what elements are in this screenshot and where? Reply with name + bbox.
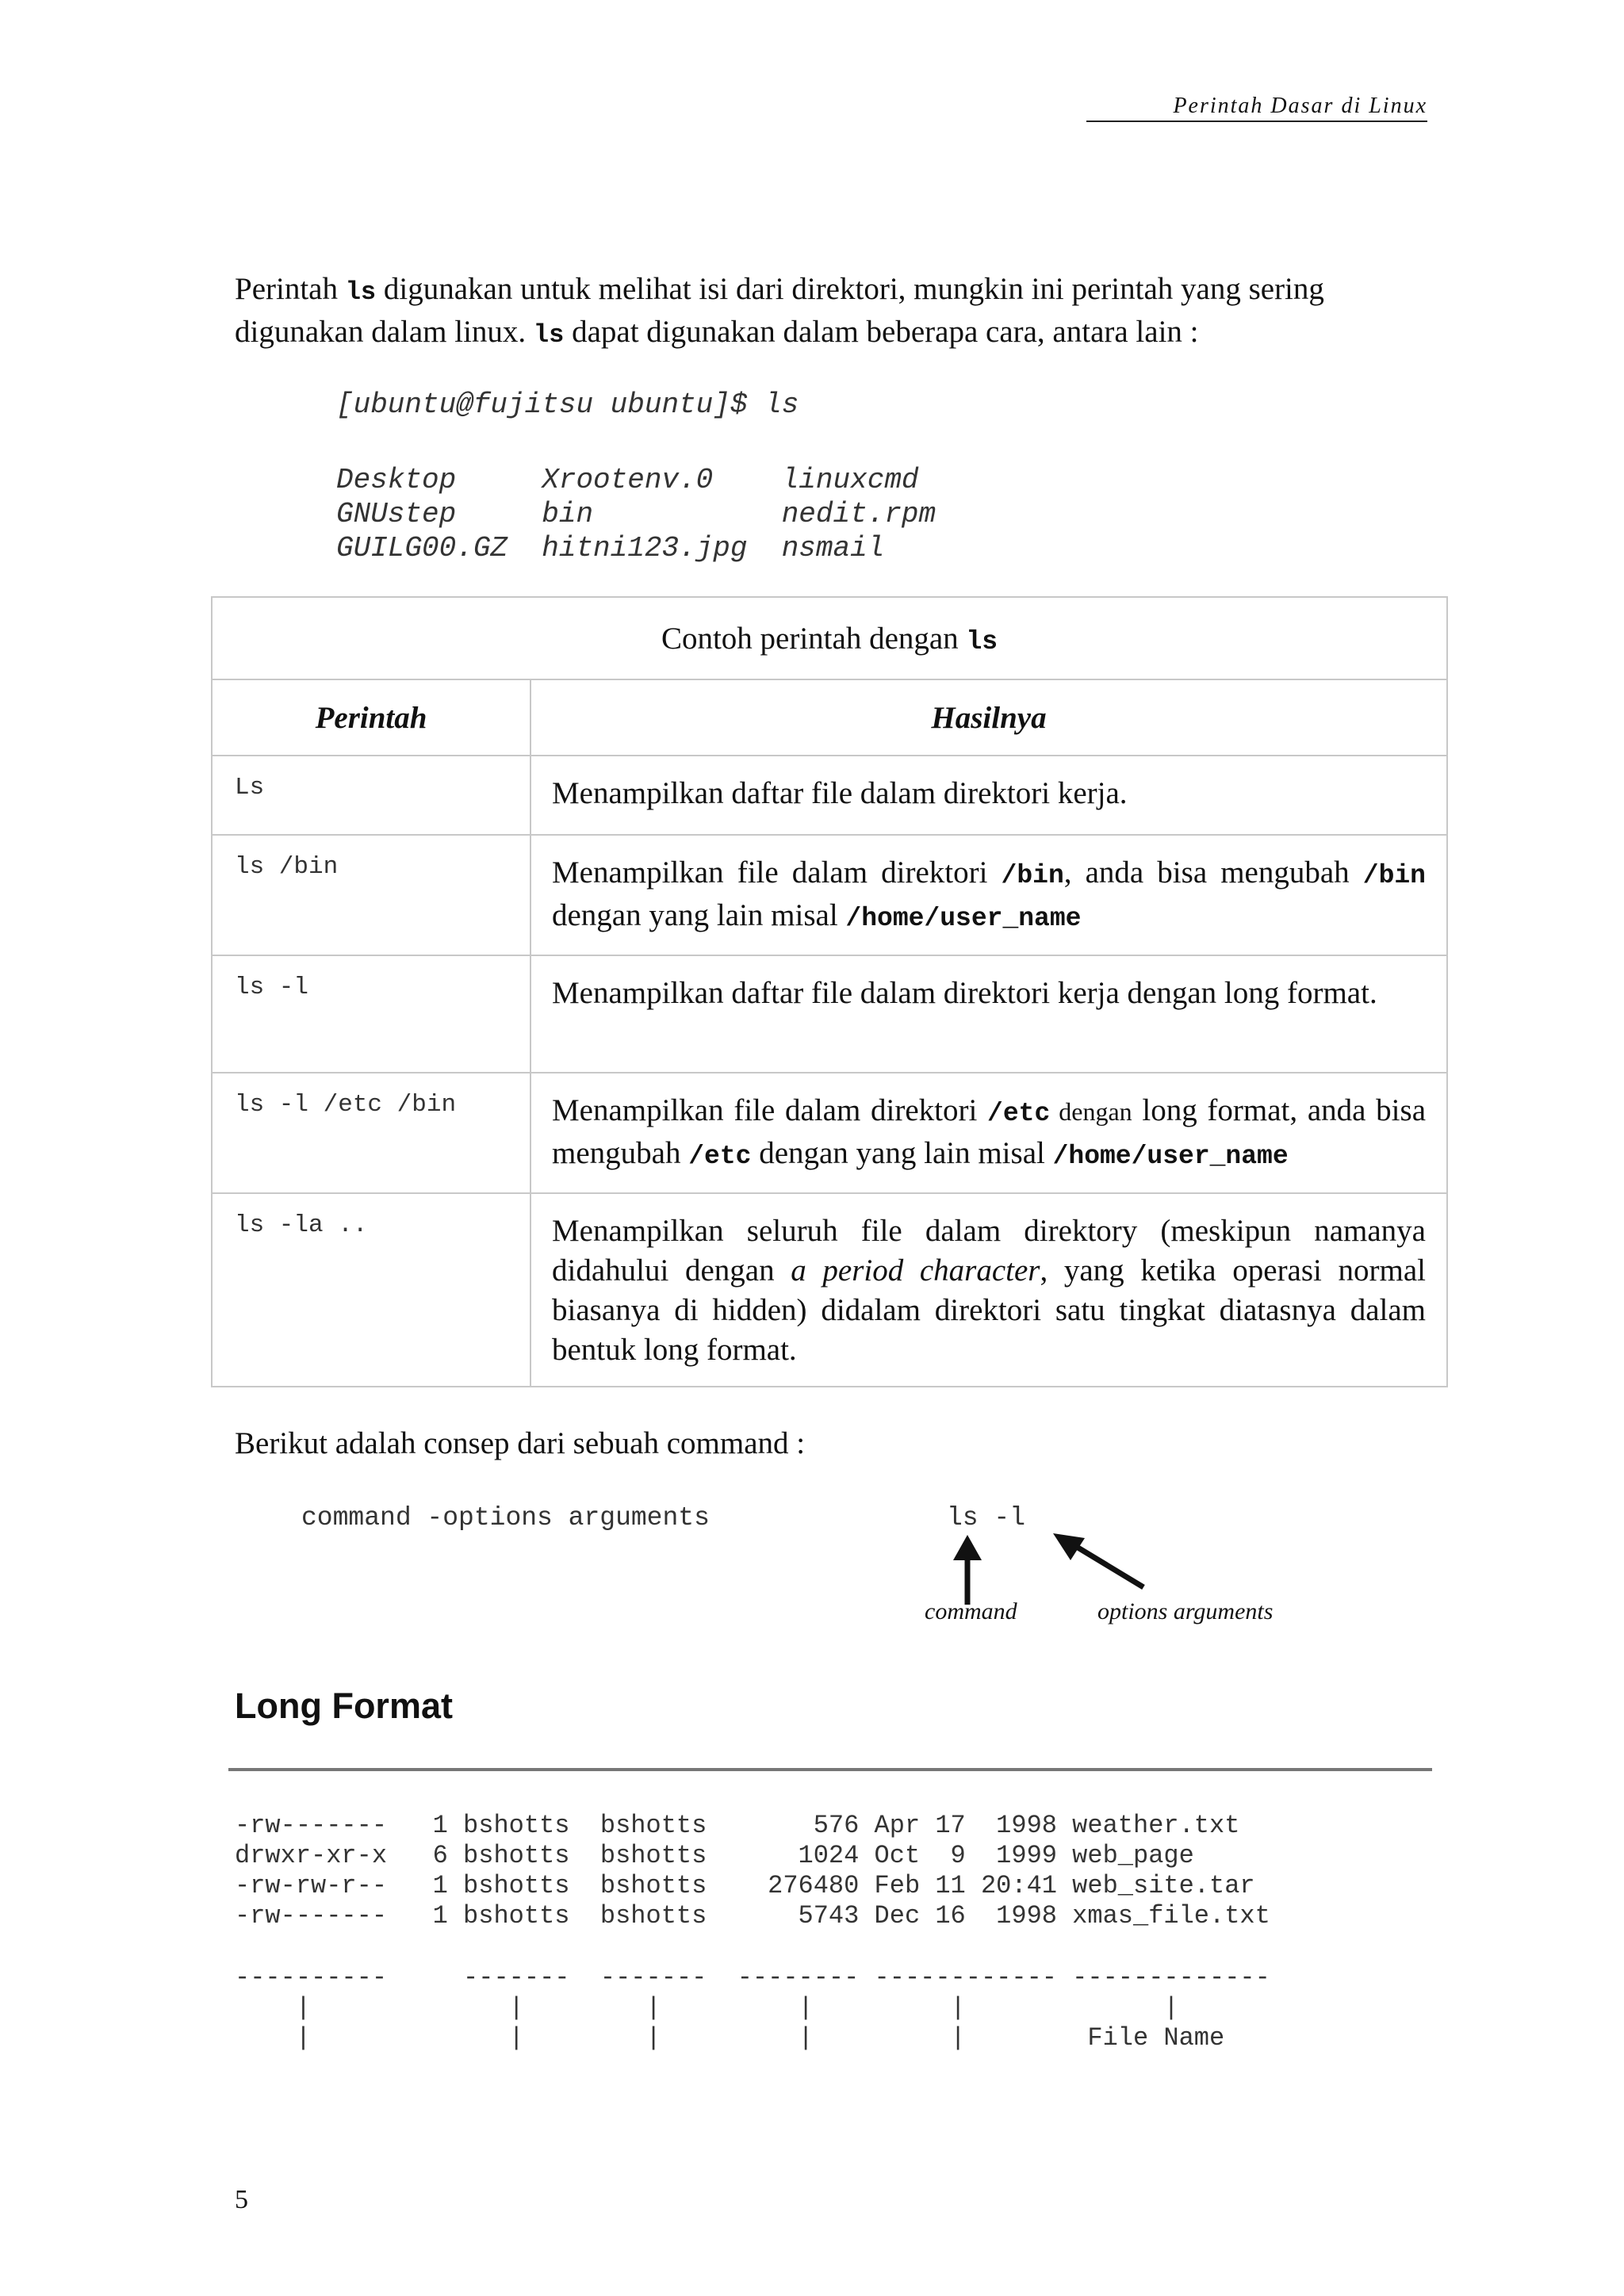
intro-paragraph bbox=[235, 270, 1408, 355]
terminal-row: GUILG00.GZ hitni123.jpg nsmail bbox=[336, 532, 885, 564]
terminal-row: GNUstep bin nedit.rpm bbox=[336, 498, 936, 530]
table-caption-text: Contoh perintah dengan bbox=[661, 621, 967, 656]
table-row bbox=[212, 756, 1447, 835]
table-row bbox=[212, 1073, 1447, 1193]
terminal-row: Desktop Xrootenv.0 linuxcmd bbox=[336, 464, 919, 496]
concept-syntax: command -options arguments bbox=[301, 1503, 710, 1533]
section-divider bbox=[228, 1768, 1432, 1771]
cell-description bbox=[530, 1193, 1447, 1387]
terminal-prompt: [ubuntu@fujitsu ubuntu]$ ls bbox=[336, 388, 799, 421]
desc-code: /home/user_name bbox=[1052, 1142, 1289, 1171]
desc-text: Menampilkan file dalam direktori bbox=[552, 855, 1002, 890]
intro-text-3: dapat digunakan dalam beberapa cara, antara lain : bbox=[564, 315, 1199, 349]
ls-examples-table bbox=[211, 596, 1448, 1387]
legend-dashes: ---------- ------- ------- -------- ------------ ------------- bbox=[235, 1963, 1270, 1992]
label-options-arguments: options arguments bbox=[1097, 1598, 1274, 1624]
up-arrow-icon bbox=[953, 1535, 982, 1605]
cell-command: ls -l bbox=[212, 955, 530, 1073]
label-command: command bbox=[925, 1598, 1017, 1624]
cell-command: Ls bbox=[212, 756, 530, 835]
desc-text: , anda bisa mengubah bbox=[1063, 855, 1363, 890]
section-title: Long Format bbox=[235, 1686, 453, 1726]
cell-description: Menampilkan daftar file dalam direktori kerja dengan long format. bbox=[530, 955, 1447, 1073]
concept-arrows bbox=[936, 1522, 1158, 1609]
desc-text: Menampilkan file dalam direktori bbox=[552, 1093, 988, 1127]
table-caption bbox=[212, 597, 1447, 679]
diagonal-arrow-icon bbox=[1053, 1533, 1143, 1587]
intro-code-ls-1: ls bbox=[345, 277, 377, 307]
cell-description bbox=[530, 835, 1447, 955]
page-number: 5 bbox=[235, 2185, 248, 2214]
table-row bbox=[212, 1193, 1447, 1387]
listing-row: -rw------- 1 bshotts bshotts 576 Apr 17 1998 weather.txt bbox=[235, 1811, 1240, 1840]
desc-code: /etc bbox=[987, 1099, 1051, 1128]
table-row bbox=[212, 955, 1447, 1073]
desc-text: , yang ketika operasi normal biasanya di hidden) didalam direktori satu tingkat diatasnya dalam bentuk long format. bbox=[552, 1253, 1426, 1367]
listing-row: -rw------- 1 bshotts bshotts 5743 Dec 16 1998 xmas_file.txt bbox=[235, 1901, 1270, 1931]
intro-text-1: Perintah bbox=[235, 272, 346, 306]
desc-code: /bin bbox=[1001, 861, 1064, 890]
table-row bbox=[212, 835, 1447, 955]
desc-text: dengan yang lain misal bbox=[751, 1136, 1053, 1170]
concept-example: ls -l bbox=[947, 1503, 1026, 1533]
column-header-hasilnya: Hasilnya bbox=[530, 679, 1447, 756]
long-format-listing bbox=[235, 1811, 1270, 1931]
intro-code-ls-2: ls bbox=[533, 320, 565, 350]
intro-text-2: digunakan untuk melihat isi dari direktori, mungkin ini perintah yang sering digunakan dalam linux. bbox=[235, 272, 1324, 349]
desc-text: Menampilkan seluruh file dalam direktory (meskipun namanya didahului dengan bbox=[552, 1214, 1426, 1288]
legend-pipes: | | | | | | bbox=[235, 1993, 1179, 2022]
desc-code: /home/user_name bbox=[845, 904, 1082, 933]
listing-legend bbox=[235, 1963, 1270, 2053]
cell-description bbox=[530, 1073, 1447, 1193]
table-caption-code: ls bbox=[966, 626, 998, 656]
column-header-perintah: Perintah bbox=[212, 679, 530, 756]
desc-text: dengan bbox=[1050, 1097, 1132, 1126]
desc-text: long format, anda bisa mengubah bbox=[552, 1093, 1426, 1170]
desc-code: /bin bbox=[1362, 861, 1426, 890]
concept-intro: Berikut adalah consep dari sebuah command : bbox=[235, 1426, 806, 1460]
cell-command: ls -la .. bbox=[212, 1193, 530, 1387]
running-header: Perintah Dasar di Linux bbox=[1086, 94, 1427, 122]
desc-emphasis: a period character bbox=[791, 1253, 1040, 1288]
desc-text: dengan yang lain misal bbox=[552, 898, 846, 932]
desc-code: /etc bbox=[688, 1142, 752, 1171]
legend-pipes: | | | | | File Name bbox=[235, 2023, 1225, 2053]
listing-row: drwxr-xr-x 6 bshotts bshotts 1024 Oct 9 1999 web_page bbox=[235, 1841, 1194, 1870]
cell-command: ls /bin bbox=[212, 835, 530, 955]
terminal-output bbox=[336, 463, 936, 565]
listing-row: -rw-rw-r-- 1 bshotts bshotts 276480 Feb 11 20:41 web_site.tar bbox=[235, 1871, 1255, 1900]
cell-command: ls -l /etc /bin bbox=[212, 1073, 530, 1193]
cell-description: Menampilkan daftar file dalam direktori kerja. bbox=[530, 756, 1447, 835]
